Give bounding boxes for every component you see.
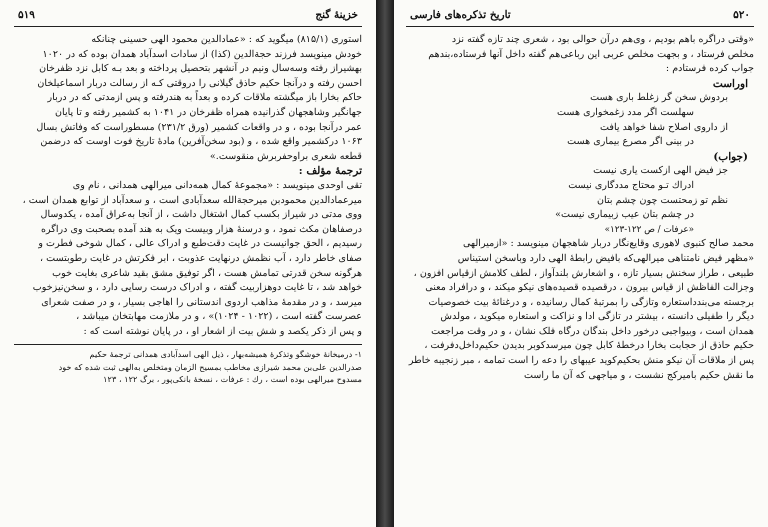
- text-line: عمر درآنجا بوده ، و در واقعات کشمیر (ورق ۲۳۱/۲) مسطوراست که وفاتش بسال: [36, 121, 362, 133]
- text-line: دیگر را طفیلی دانسته ، بیشتر در تازگی ادا و نزاکت و استعاره میکوید ، مولدش: [440, 311, 754, 323]
- text-line: «وقتی دراگره باهم بودیم ، وی‌هم درآن حوالی بود ، شعری چند تازه گفته نزد: [451, 34, 754, 45]
- text-line: بهشیراز رفته وسه‌سال ونیم در آنشهر بتحصیل پرداخته و بعد بـه کابل نزد ظفرخان: [39, 63, 362, 75]
- text-line: طبیعی ، طراز سخنش بسیار تازه ، و اشعارش بلندآواز ، لطف کلامش ازقیاس افزون ،: [413, 267, 754, 279]
- verse-line: بردوش سخن گر زغلط باری هست: [590, 92, 728, 104]
- text-line: همدان است ، وبیواجبی درخور داخل بندگان درگاه فلک نشان ، و در وقت مراجعت: [431, 325, 754, 337]
- text-line: مخلص فرستاد ، و بجهت مخلص عربی این رباعی‌هم گفته داخل آنها فرستاده‌،بندهم: [428, 48, 754, 60]
- poem-title: اوراست: [712, 77, 748, 90]
- page-header-left: [14, 6, 362, 27]
- text-line: ۱۰۶۳ درکشمیر واقع شده ، و (بود سخن‌آفرین) مادهٔ تاریخ فوت اوست که درضمن: [40, 136, 362, 148]
- text-line: «مظهر فیض نامتناهی میرالهی‌که بافیض رابطهٔ الهی دارد وباسخن استیناس: [457, 252, 754, 264]
- text-line: خواهد شد ، تا غایت دوهزاربیت گفته ، و ادراک درست رسایی دارد ، و سخن‌نیزخوب: [32, 282, 362, 294]
- text-line: خودش مینویسد فرزند حجةالدین (کذا) از سادات اسدآباد همدان بوده که در ۱۰۲۰: [42, 48, 362, 60]
- right-page: [394, 0, 768, 527]
- page-number-right: ۵۲۰: [733, 9, 750, 21]
- text-line: ووی مدتی در شیراز بکسب کمال اشتغال داشت ، از آنجا به‌عراق آمده ، یکدوسال: [40, 209, 362, 221]
- text-line: برجسته می‌بندداستعاره وتازگی را بمرتبهٔ کمال رسانیده ، و درغنائهٔ بیت خصوصیات: [428, 296, 754, 308]
- text-line: عصرست گفته است ، (۱۰۲۲ - ۱۰۲۴)» ، و در ملازمت مهابتخان میباشد ،: [76, 311, 362, 323]
- text-line: و پس از ذکر یکصد و شش بیت از اشعار او ، در پایان نوشته است که :: [83, 325, 362, 337]
- text-line: احسن رفته و درآنجا حکیم حاذق گیلانی را دروقتی کـه از رسالت دربار اسماعیلخان: [37, 77, 362, 89]
- text-line: جهانگیر وشاهجهان گذرانیده همراه ظفرخان در ۱۰۴۱ به کشمیر رفته و تا پایان: [55, 106, 362, 118]
- section-title: ترجمهٔ مؤلف :: [298, 165, 362, 178]
- page-header-right: [406, 6, 754, 27]
- verse-line: از داروی اصلاح شفا خواهد یافت: [599, 121, 728, 133]
- verse-line: در بینی اگر مصرع بیماری هست: [567, 136, 694, 148]
- left-page: [0, 0, 376, 527]
- footnote-line: ۱- درمیخانهٔ خوشگو وتذکرهٔ همیشه‌بهار ، ذیل الهی اسدآبادی همدانی ترجمهٔ حکیم: [89, 349, 362, 360]
- text-line: استوری (۸۱۵/۱) میگوید که : «عمادالدین محمود الهی حسینی چنانکه: [91, 34, 362, 45]
- verse-line: نظم تو زمحتست چون چشم بتان: [597, 194, 728, 206]
- text-line: جواب کرده فرستادم :: [665, 63, 754, 75]
- text-line: درصفاهان مکث نمود ، و درسنهٔ هزار وبیست ویک به هند آمده بصحبت وی دراگره: [40, 223, 362, 235]
- page-title-right: تاریخ تذکره‌های فارسی: [410, 9, 511, 21]
- text-line: وجزالت الفاظش از قیاس بیرون ، درقصیده قصیده‌های نیکو میکند ، و درافراد معنی: [425, 282, 754, 294]
- verse-line: در چشم بتان عیب زبیماری نیست»: [555, 209, 694, 221]
- source-citation: «عرفات / ص ۱۲۲-۱۲۳»: [604, 224, 694, 235]
- text-line: میرسد ، و در مقدمهٔ مذاهب اردوی اندستانی را اهاجی بسیار ، و در صفت شعرای: [41, 296, 362, 308]
- text-line: هرگونه سخن قدرتی تمامش هست ، اگر توفیق مشق بقید شاعری بغایت خوب: [52, 267, 362, 279]
- text-line: حاکم بخارا باز میگشته ملاقات کرده و بعداً به هندرفته و پس ازمدتی که در دربار: [47, 92, 362, 104]
- footnote-line: صدرالدین علی‌بن محمد شیرازی مخاطب بمسیح الزمان ومتخلص به‌الهی ثبت شده که خود: [58, 361, 362, 372]
- left-body: [14, 33, 362, 339]
- text-line: رسیدیم ، الحق جوانیست در غایت دقت‌طبع و ادراک عالی ، کمال شوخی فطرت و: [38, 238, 362, 250]
- book-gutter: [376, 0, 394, 527]
- verse-line: سهلست اگر مدد زغمخواری هست: [557, 106, 694, 118]
- text-line: میرعمادالدین محمودبن میرحجةالله سعدآبادی است ، و سعدآباد از توابع همدان است ،: [22, 194, 362, 206]
- text-line: تقی اوحدی مینویسد : «مجموعهٔ کمال همه‌دانی میرالهی همدانی ، نام وی: [72, 179, 362, 191]
- right-body: [406, 33, 754, 383]
- footnote-line: مسدوح میرالهی بوده است ، رك : عرفات ، نسخهٔ بانکی‌پور ، برگ ۱۲۲ ، ۱۲۳: [103, 374, 362, 385]
- text-line: ما نقش حکیم بامیرکج نشست ، و میاجهی که آن ما راست: [523, 369, 754, 381]
- text-line: قطعه شعری براوحفربرش منقوست.»: [209, 150, 362, 162]
- footnotes: [14, 344, 362, 385]
- verse-line: جز فیض الهی ازکست یاری نیست: [593, 165, 728, 177]
- page-title-left: خزينهٔ گنج: [315, 9, 358, 21]
- verse-line: ادراك تـو محتاج مددگاری نیست: [568, 179, 694, 191]
- poem-title: (جواب): [713, 150, 748, 163]
- text-line: پس از ملاقات آن نیکو منش بحکیم‌کوید عیبهای را دعه را است تمامه ، مبر زنجیبه خاطر: [408, 355, 754, 367]
- text-line: محمد صالح کنبوی لاهوری وقایع‌نگار دربار شاهجهان مینویسد : «ازمیرالهی: [462, 238, 754, 250]
- text-line: حکیم حاذق از حجابت بخارا درخطهٔ کابل چون میرسدکوبر بدیدن حکیم‌داخل‌دفرفت ،: [424, 340, 754, 352]
- text-line: صفای خاطر دارد ، آب نظمش درنهایت عذوبت ، ابر فکرتش در غایت رطوبتست ،: [40, 252, 362, 264]
- page-number-left: ۵۱۹: [18, 9, 35, 21]
